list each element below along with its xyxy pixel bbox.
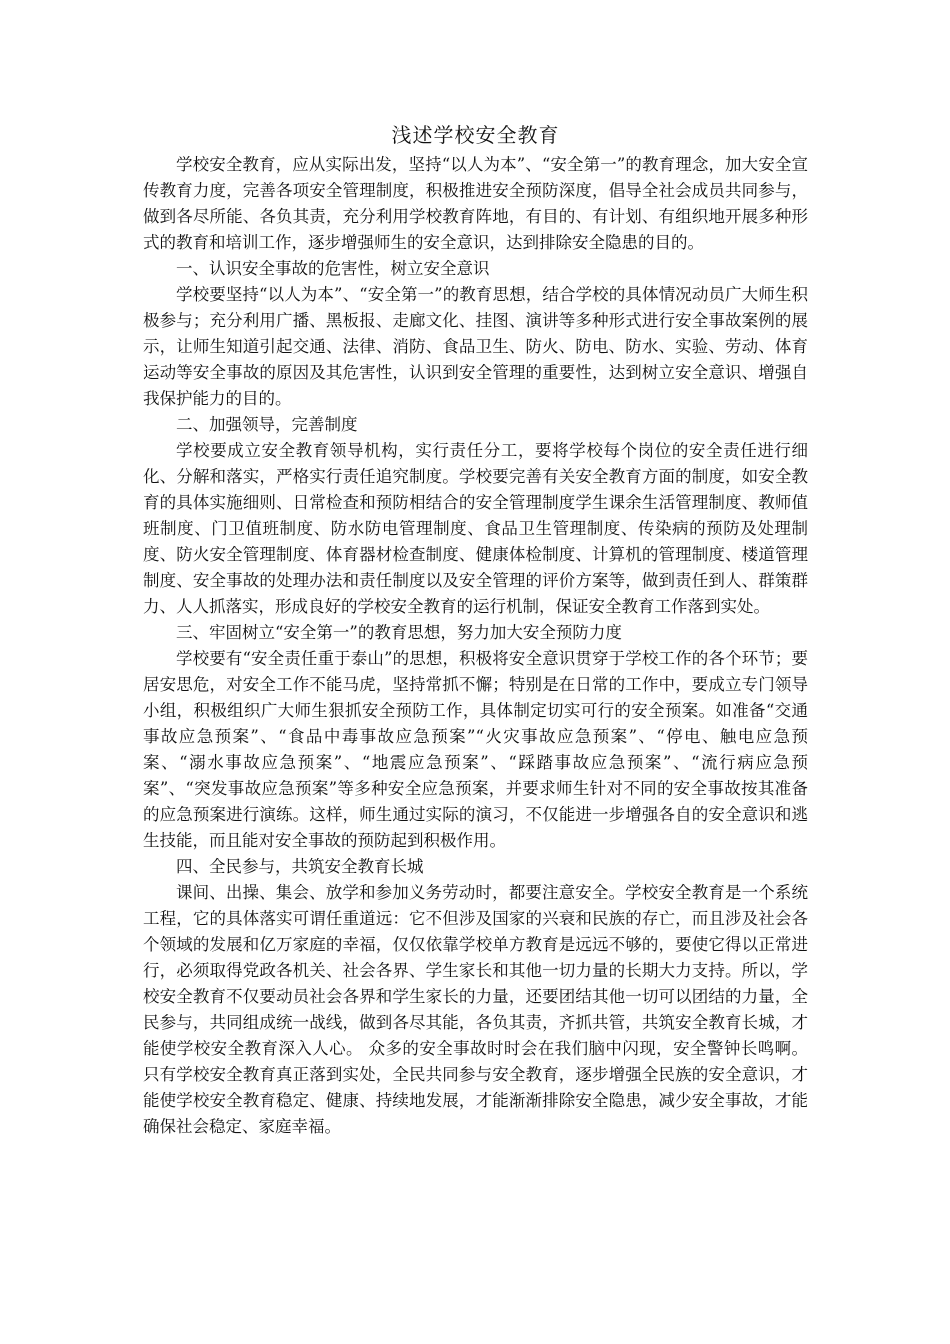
section-3-body: 学校要有“安全责任重于泰山”的思想，积极将安全意识贯穿于学校工作的各个环节；要居安思危，对安全工作不能马虎，坚持常抓不懈；特别是在日常的工作中，要成立专门领导小组，积极组织广大师生狠抓安全预防工作，具体制定切实可行的安全预案。如准备“交通事故应急预案”、“食品中毒事故应急预案”“火灾事故应急预案”、“停电、触电应急预案、“溺水事故应急预案”、“地震应急预案”、“踩踏事故应急预案”、“流行病应急预案”、“突发事故应急预案”等多种安全应急预案，并要求师生针对不同的安全事故按其准备的应急预案进行演练。这样，师生通过实际的演习，不仅能进一步增强各自的安全意识和逃生技能，而且能对安全事故的预防起到积极作用。 — [143, 649, 808, 850]
section-1-heading: 一、认识安全事故的危害性，树立安全意识 — [176, 259, 490, 278]
section-4-heading: 四、全民参与，共筑安全教育长城 — [176, 857, 424, 876]
document-page — [143, 120, 808, 1140]
section-4-body: 课间、出操、集会、放学和参加义务劳动时，都要注意安全。学校安全教育是一个系统工程，它的具体落实可谓任重道远：它不但涉及国家的兴衰和民族的存亡，而且涉及社会各个领域的发展和亿万家庭的幸福，仅仅依靠学校单方教育是远远不够的，要使它得以正常进行，必须取得党政各机关、社会各界、学生家长和其他一切力量的长期大力支持。所以，学校安全教育不仅要动员社会各界和学生家长的力量，还要团结其他一切可以团结的力量，全民参与，共同组成统一战线，做到各尽其能，各负其责，齐抓共管，共筑安全教育长城，才能使学校安全教育深入人心。 众多的安全事故时时会在我们脑中闪现，安全警钟长鸣啊。只有学校安全教育真正落到实处，全民共同参与安全教育，逐步增强全民族的安全意识，才能使学校安全教育稳定、健康、持续地发展，才能渐渐排除安全隐患，减少安全事故，才能确保社会稳定、家庭幸福。 — [143, 883, 808, 1136]
document-title: 浅述学校安全教育 — [391, 123, 560, 147]
intro-paragraph: 学校安全教育，应从实际出发，坚持“以人为本”、“安全第一”的教育理念，加大安全宣传教育力度，完善各项安全管理制度，积极推进安全预防深度，倡导全社会成员共同参与，做到各尽所能、各负其责，充分利用学校教育阵地，有目的、有计划、有组织地开展多种形式的教育和培训工作，逐步增强师生的安全意识，达到排除安全隐患的目的。 — [143, 155, 808, 252]
section-1-body: 学校要坚持“以人为本”、“安全第一”的教育思想，结合学校的具体情况动员广大师生积极参与；充分利用广播、黑板报、走廊文化、挂图、演讲等多种形式进行安全事故案例的展示，让师生知道引起交通、法律、消防、食品卫生、防火、防电、防水、实验、劳动、体育运动等安全事故的原因及其危害性，认识到安全管理的重要性，达到树立安全意识、增强自我保护能力的目的。 — [143, 285, 808, 408]
section-2-body: 学校要成立安全教育领导机构，实行责任分工，要将学校每个岗位的安全责任进行细化、分解和落实，严格实行责任追究制度。学校要完善有关安全教育方面的制度，如安全教育的具体实施细则、日常检查和预防相结合的安全管理制度学生课余生活管理制度、教师值班制度、门卫值班制度、防水防电管理制度、食品卫生管理制度、传染病的预防及处理制度、防火安全管理制度、体育器材检查制度、健康体检制度、计算机的管理制度、楼道管理制度、安全事故的处理办法和责任制度以及安全管理的评价方案等，做到责任到人、群策群力、人人抓落实，形成良好的学校安全教育的运行机制，保证安全教育工作落到实处。 — [143, 441, 808, 616]
section-3-heading: 三、牢固树立“安全第一”的教育思想，努力加大安全预防力度 — [176, 623, 622, 642]
section-2-heading: 二、加强领导，完善制度 — [176, 415, 358, 434]
